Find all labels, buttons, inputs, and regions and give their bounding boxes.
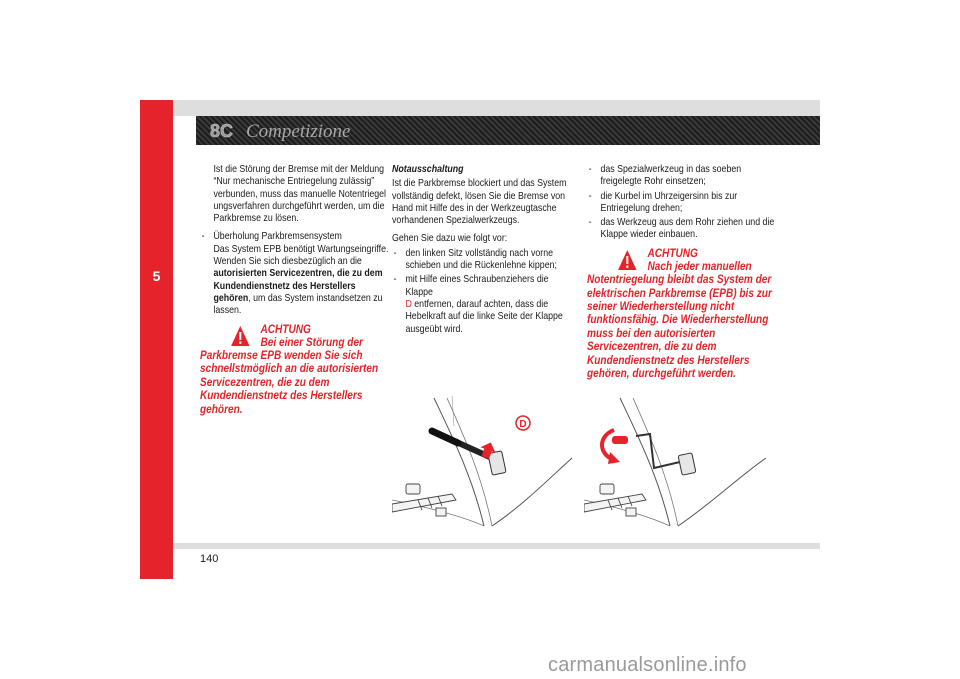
paragraph: Ist die Parkbremse blockiert und das System vollständig defekt, lösen Sie die Bremse von Hand mit Hilfe des in der Werkzeugtasche vorhandenen Spezialwerkzeugs.	[392, 177, 567, 227]
item-title: Überholung Parkbremsensystem	[213, 230, 342, 243]
intro-text: Ist die Störung der Bremse mit der Meldung “Nur mechanische Entriegelung zulässig” verbunden, muss das manuelle Notentriegel ungsverfahren durchgeführt werden, um die Parkbremse zu lösen.	[213, 163, 387, 225]
chapter-sidebar	[140, 100, 173, 579]
warning-box	[587, 247, 777, 381]
warning-triangle-icon	[230, 325, 250, 347]
svg-text:8C: 8C	[210, 121, 234, 141]
column-left	[200, 163, 395, 416]
list-item	[200, 230, 395, 316]
page-number: 140	[200, 553, 219, 565]
warning-box	[200, 323, 395, 416]
brand-logo	[204, 119, 384, 142]
part-letter: D	[405, 297, 412, 310]
step-text: entfernen, darauf achten, dass die Hebelkraft auf die linke Seite der Klappe ausgeübt wird.	[405, 297, 563, 335]
svg-text:Competizione: Competizione	[246, 121, 351, 142]
warning-first-line: Bei einer Störung der	[260, 334, 363, 349]
top-bar	[173, 100, 820, 116]
column-middle	[392, 163, 575, 341]
watermark: carmanualsonline.info	[548, 654, 747, 676]
warning-triangle-icon	[617, 249, 637, 271]
item-text: Das System EPB benötigt Wartungseingriffe. Wenden Sie sich diesbezüglich an die	[213, 242, 389, 268]
header-banner	[196, 116, 820, 145]
column-right	[587, 163, 777, 380]
figure-crank-tool	[584, 396, 774, 528]
step-text: mit Hilfe eines Schraubenziehers die Klappe	[405, 273, 549, 298]
figure-screwdriver-flap	[392, 396, 577, 528]
warning-text: Parkbremse EPB wenden Sie sich schnellstmöglich an die autorisierten Servicezentren, die zu dem Kundendienstnetz des Herstellers gehören.	[200, 347, 379, 416]
bottom-bar	[173, 543, 820, 549]
list-item: - den linken Sitz vollständig nach vorne schieben und die Rückenlehne kippen;	[392, 247, 575, 272]
paragraph: Gehen Sie dazu wie folgt vor:	[392, 232, 508, 245]
warning-title: ACHTUNG	[260, 321, 311, 336]
list-item: - das Werkzeug aus dem Rohr ziehen und die Klappe wieder einbauen.	[587, 216, 777, 241]
chapter-number: 5	[152, 268, 161, 284]
item-bold-text: autorisierten Servicezentren, die zu dem Kundendienstnetz des Herstellers gehören	[213, 267, 383, 304]
section-heading: Notausschaltung	[392, 163, 464, 175]
callout-label: D	[519, 419, 527, 430]
list-item: - das Spezialwerkzeug in das soeben freigelegte Rohr einsetzen;	[587, 163, 777, 188]
warning-first-line: Nach jeder manuellen	[647, 258, 752, 273]
item-text-end: , um das System instandsetzen zu lassen.	[213, 291, 383, 317]
warning-text: Notentriegelung bleibt das System der elektrischen Parkbremse (EPB) bis zur seiner Wiederherstellung nicht funktionsfähig. Die Wiederherstellung muss bei den autorisierten Servicezentren, die zu dem Kundendienstnetz des Herstellers gehören, durchgeführt werden.	[587, 272, 772, 381]
warning-title: ACHTUNG	[647, 245, 698, 260]
list-item: - die Kurbel im Uhrzeigersinn bis zur Entriegelung drehen;	[587, 190, 777, 215]
list-item	[392, 273, 575, 334]
